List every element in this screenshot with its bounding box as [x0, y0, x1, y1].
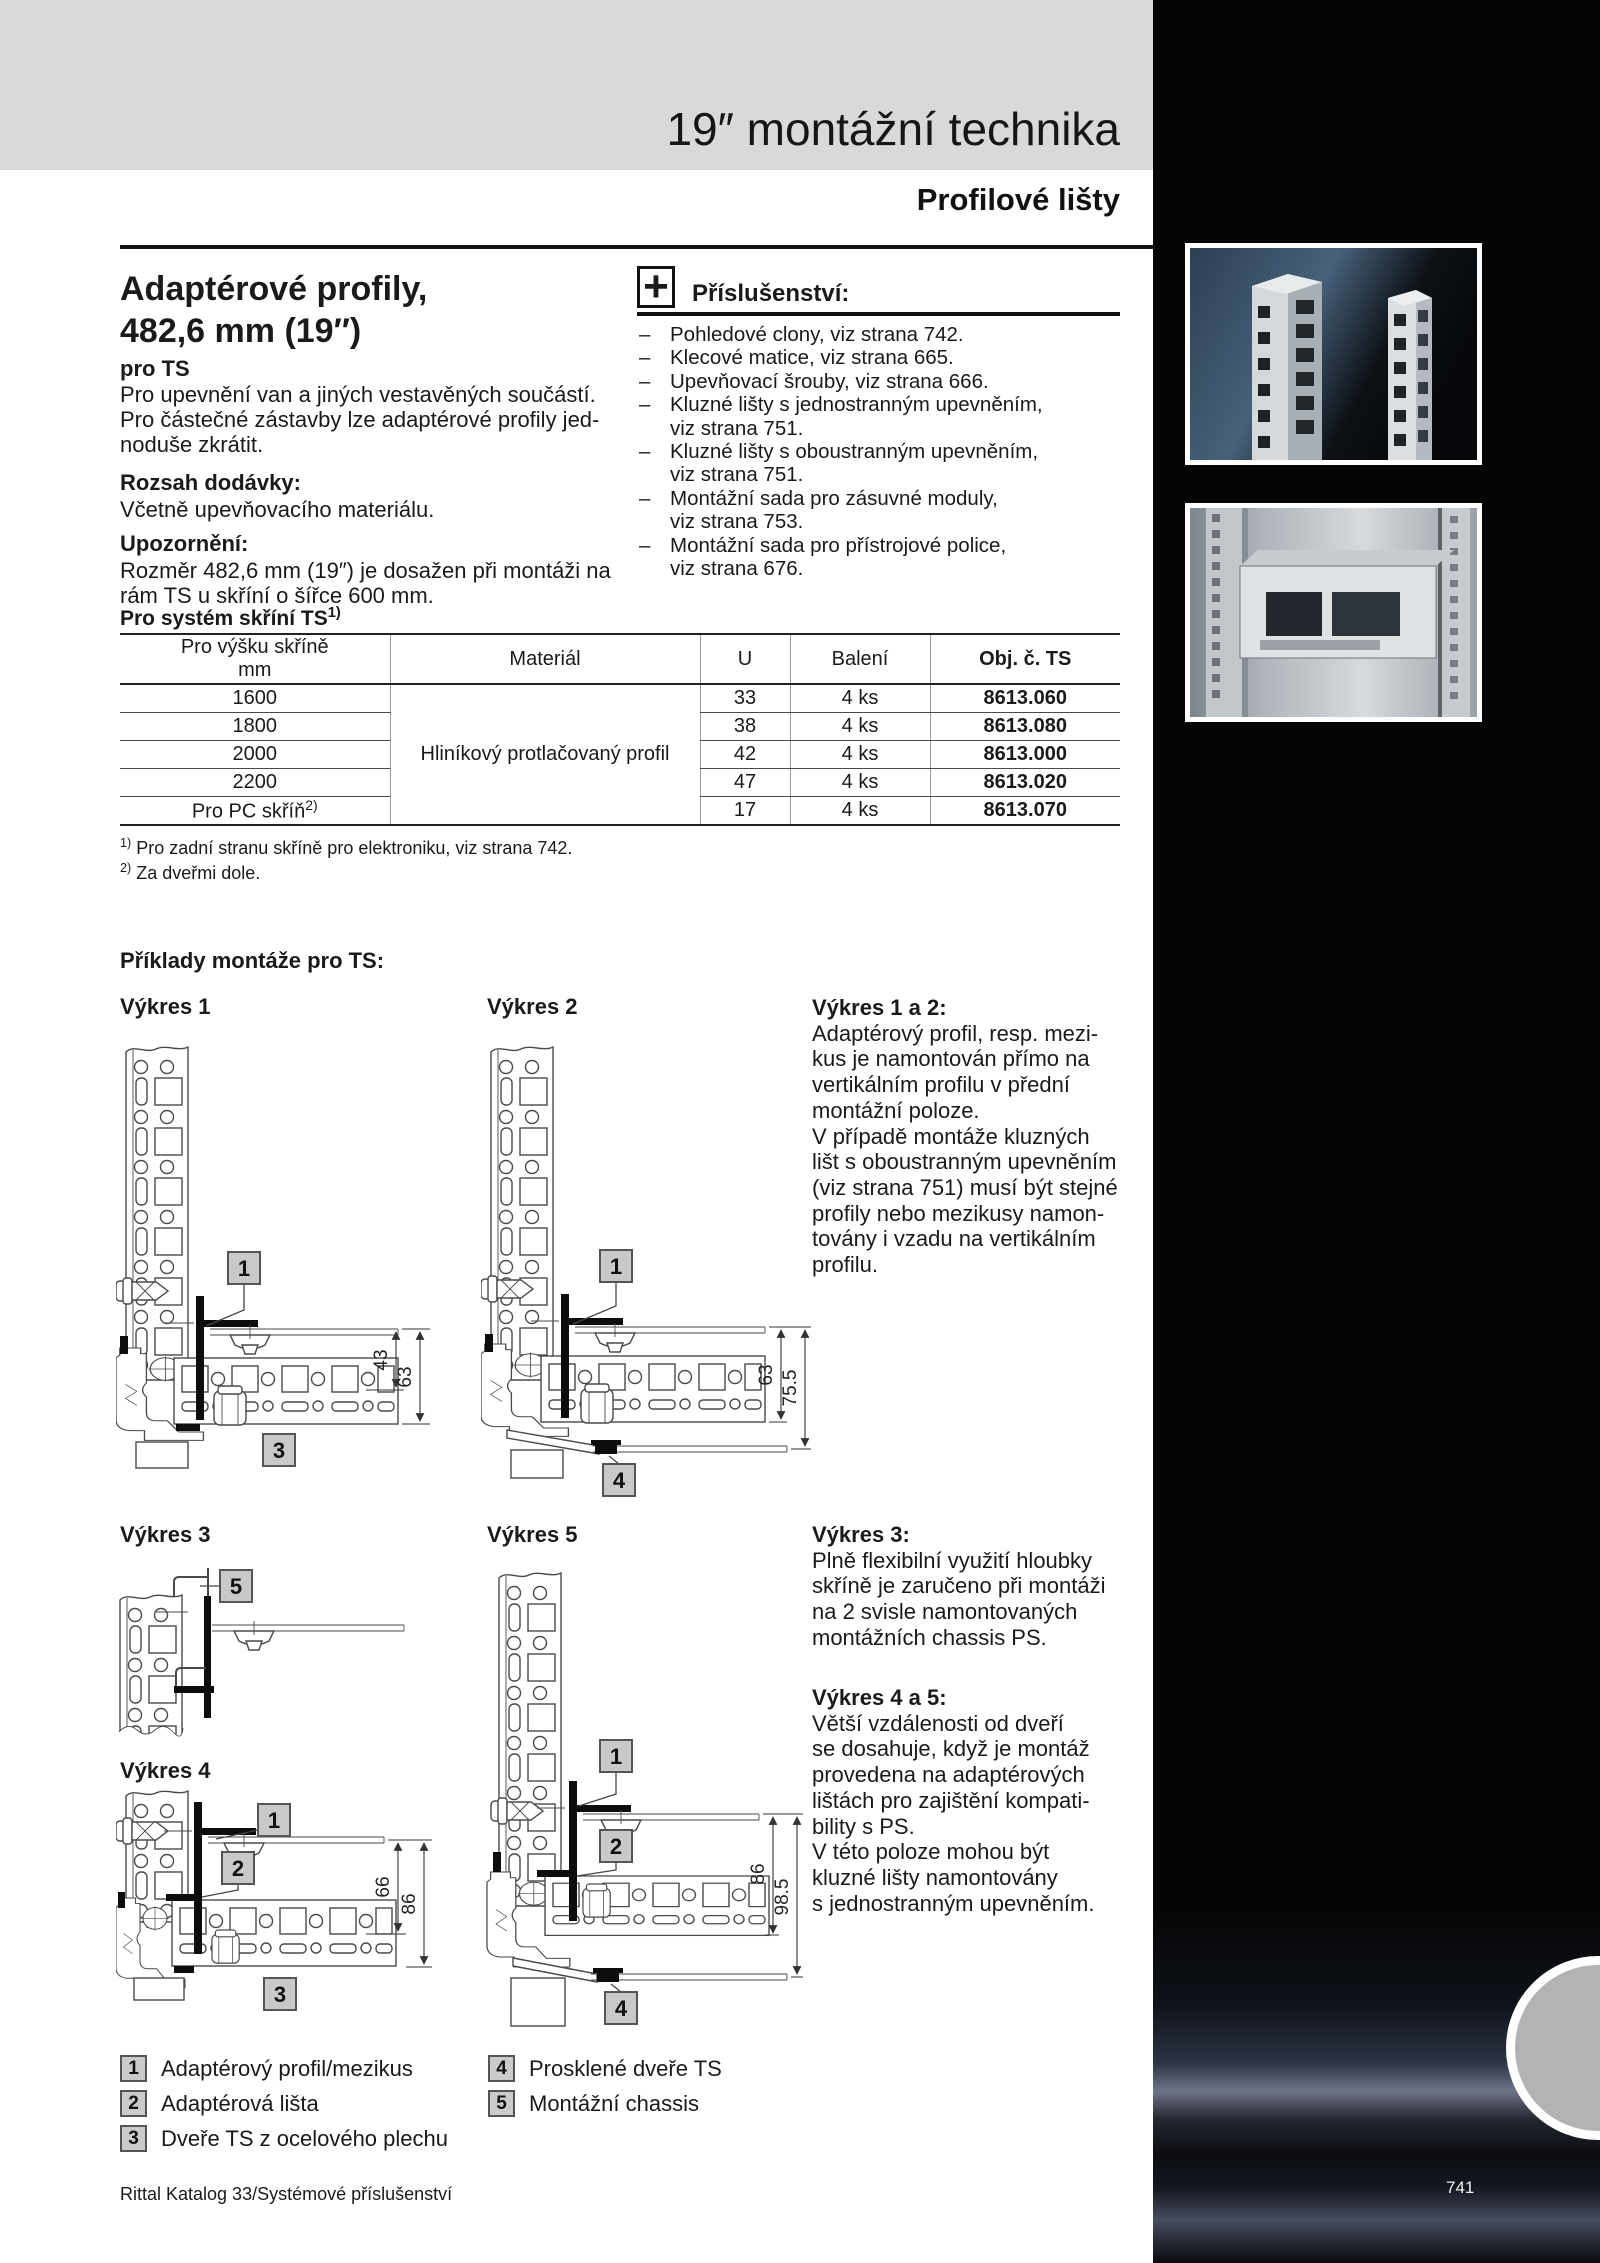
cell-u: 42 [700, 741, 790, 769]
header-rule [120, 245, 1153, 249]
callout-2 [222, 1852, 254, 1884]
adapter-profile-bar [569, 1781, 577, 1921]
list-item [637, 393, 1127, 416]
table-title-sup: 1) [327, 605, 341, 621]
drawing-2-label: Výkres 2 [487, 994, 578, 1019]
callout-3 [263, 1434, 295, 1466]
legend-box-3: 3 [120, 2125, 147, 2152]
footer-catalog-title: Rittal Katalog 33/Systémové příslušenství [120, 2184, 453, 2204]
legend-label: Dveře TS z ocelového plechu [161, 2125, 448, 2151]
col-header-pack: Balení [790, 634, 930, 684]
svg-text:2: 2 [231, 1856, 245, 1881]
adapter-rail-bar [166, 1894, 200, 1901]
drawing-3-label: Výkres 3 [120, 1522, 211, 1547]
dimension-86: 86 [748, 1863, 769, 1885]
legend-label: Adaptérová lišta [161, 2090, 319, 2116]
list-item [637, 487, 1127, 510]
text-line: profily nebo mezikusy namon- [812, 1200, 1105, 1226]
dash-bullet: – [639, 533, 651, 557]
text-line: provedena na adaptérových [812, 1762, 1085, 1788]
cell-height: 1600 [120, 684, 390, 713]
text-line: lišt s oboustranným upevněním [812, 1149, 1117, 1175]
drawing-vykres-3 [116, 1556, 416, 1771]
list-item [637, 440, 1127, 463]
svg-text:4: 4 [614, 1996, 628, 2021]
svg-text:2: 2 [609, 1834, 623, 1859]
cell-orderno: 8613.080 [930, 713, 1120, 741]
text-line: s jednostranným upevněním. [812, 1890, 1095, 1916]
product-description [120, 382, 620, 457]
dimension-75-5: 75.5 [780, 1369, 801, 1407]
callout-5 [220, 1570, 252, 1602]
text-line: lištách pro zajištění kompati- [812, 1787, 1090, 1813]
list-item [637, 370, 1127, 393]
cell-u: 17 [700, 797, 790, 826]
photo-profiles-image [1190, 248, 1477, 460]
svg-text:1: 1 [237, 1256, 251, 1281]
text-line: kus je namontován přímo na [812, 1046, 1090, 1072]
note-block-title: Výkres 3: [812, 1522, 910, 1547]
cell-orderno: 8613.000 [930, 741, 1120, 769]
table-title [120, 605, 341, 631]
order-table [120, 633, 1120, 826]
drawing-5-label: Výkres 5 [487, 1522, 578, 1547]
text-line: montážní poloze. [812, 1097, 980, 1123]
drawing-4-label: Výkres 4 [120, 1758, 211, 1783]
list-item-text: Kluzné lišty s jednostranným upevněním, [670, 393, 1043, 417]
drawing-vykres-4 [116, 1790, 456, 2030]
text-line: (viz strana 751) musí být stejné [812, 1174, 1118, 1200]
svg-text:1: 1 [609, 1744, 623, 1769]
photo-rack-image [1190, 508, 1477, 717]
text-line: montážních chassis PS. [812, 1624, 1047, 1650]
product-photo-profiles [1185, 243, 1482, 465]
footnote-1: $^{1)}$ Pro zadní stranu skříně pro elektroniku, viz strana 742. [120, 836, 573, 858]
dash-bullet: – [639, 323, 651, 346]
scope-title: Rozsah dodávky: [120, 470, 301, 495]
svg-text:3: 3 [273, 1982, 287, 2007]
dimension-66: 66 [373, 1876, 394, 1898]
drawing-vykres-2 [481, 1026, 821, 1506]
text-line: rám TS u skříní o šířce 600 mm. [120, 583, 434, 608]
text-line: profilu. [812, 1252, 879, 1278]
drawing-vykres-5 [481, 1556, 821, 2056]
cell-u: 47 [700, 769, 790, 797]
adapter-profile-bar [204, 1596, 211, 1718]
col-header-material: Materiál [390, 634, 700, 684]
note-text [120, 558, 630, 608]
legend-box-5: 5 [488, 2090, 515, 2117]
accessories-title: Příslušenství: [692, 280, 850, 307]
text-line: vertikálním profilu v přední [812, 1072, 1070, 1098]
list-item-text: Klecové matice, viz strana 665. [670, 346, 954, 370]
page-title: 19″ montážní technika [666, 103, 1120, 155]
product-title-line2: 482,6 mm (19″) [120, 312, 362, 350]
note-title: Upozornění: [120, 531, 249, 556]
text-line: Pro upevnění van a jiných vestavěných součástí. [120, 382, 596, 407]
callout-1 [228, 1252, 260, 1284]
dimension-43: 43 [371, 1349, 392, 1371]
cell-pack: 4 ks [790, 769, 930, 797]
text-line: Rozměr 482,6 mm (19″) je dosažen při montáži na [120, 558, 611, 583]
cell-height: 1800 [120, 713, 390, 741]
chassis-hook-top [174, 1568, 208, 1596]
legend-box-4: 4 [488, 2055, 515, 2082]
cell-height: Pro PC skříň$^{2)}$ [120, 797, 390, 826]
product-photo-rack [1185, 503, 1482, 722]
accessories-list [637, 323, 1127, 580]
callout-1 [600, 1250, 632, 1282]
cell-orderno: 8613.070 [930, 797, 1120, 826]
note-block-title: Výkres 1 a 2: [812, 995, 947, 1020]
dimension-63: 63 [756, 1364, 777, 1386]
list-item-text: Montážní sada pro zásuvné moduly, [670, 486, 998, 510]
cell-u: 38 [700, 713, 790, 741]
callout-1 [600, 1740, 632, 1772]
note-block-drawings-4-5 [812, 1685, 1137, 1916]
footnote-2: $^{2)}$ Za dveřmi dole. [120, 861, 261, 883]
col-header-u: U [700, 634, 790, 684]
text-line: noduše zkrátit. [120, 432, 264, 457]
list-item-continuation: viz strana 751. [670, 463, 804, 487]
text-line: na 2 svisle namontovaných [812, 1599, 1078, 1625]
product-for-system: pro TS [120, 356, 190, 381]
drawing-1-label: Výkres 1 [120, 994, 211, 1019]
page-subtitle: Profilové lišty [916, 182, 1120, 217]
list-item-text: Montážní sada pro přístrojové police, [670, 533, 1007, 557]
legend-label: Adaptérový profil/mezikus [161, 2055, 413, 2081]
legend-item-1 [120, 2055, 413, 2082]
text-line: Větší vzdálenosti od dveří [812, 1710, 1064, 1736]
cell-material: Hliníkový protlačovaný profil [390, 684, 700, 825]
note-block-drawings-1-2 [812, 995, 1137, 1278]
page-number: 741 [1446, 2178, 1475, 2197]
legend-box-1: 1 [120, 2055, 147, 2082]
text-line: Pro částečné zástavby lze adaptérové profily jed- [120, 407, 600, 432]
product-title-line1: Adaptérové profily, [120, 270, 428, 308]
note-block-title: Výkres 4 a 5: [812, 1685, 947, 1710]
glass-door-pane [591, 1974, 787, 1980]
adapter-rail-bar [537, 1870, 571, 1877]
callout-1 [258, 1804, 290, 1836]
list-item [637, 323, 1127, 346]
note-block-drawing-3 [812, 1522, 1137, 1651]
svg-text:4: 4 [612, 1468, 626, 1493]
cell-height: 2000 [120, 741, 390, 769]
cell-pack: 4 ks [790, 797, 930, 826]
list-item-text: Pohledové clony, viz strana 742. [670, 323, 964, 346]
text-line: skříně je zaručeno při montáži [812, 1573, 1106, 1599]
dash-bullet: – [639, 486, 651, 510]
glass-door-pane [593, 1446, 787, 1452]
text-line: bility s PS. [812, 1813, 915, 1839]
text-line: V této poloze mohou být [812, 1839, 1050, 1865]
col-header-orderno: Obj. č. TS [930, 634, 1120, 684]
adapter-profile-bar [196, 1296, 204, 1420]
svg-text:5: 5 [229, 1574, 243, 1599]
table-header-row [120, 634, 1120, 684]
cell-pack: 4 ks [790, 684, 930, 713]
scope-text: Včetně upevňovacího materiálu. [120, 497, 435, 522]
table-row [120, 684, 1120, 713]
list-item-text: Upevňovací šrouby, viz strana 666. [670, 369, 989, 393]
legend-label: Montážní chassis [529, 2090, 699, 2116]
callout-2 [600, 1830, 632, 1862]
dimension-86: 86 [399, 1893, 420, 1915]
cell-orderno: 8613.060 [930, 684, 1120, 713]
list-item-continuation: viz strana 676. [670, 557, 804, 581]
svg-text:1: 1 [609, 1254, 623, 1279]
cell-pack: 4 ks [790, 713, 930, 741]
adapter-profile-bar [194, 1802, 202, 1954]
legend-box-2: 2 [120, 2090, 147, 2117]
list-item [637, 346, 1127, 369]
accessories-rule [637, 312, 1120, 316]
text-line: továny i vzadu na vertikálním [812, 1226, 1096, 1252]
dash-bullet: – [639, 393, 651, 417]
svg-text:3: 3 [272, 1438, 286, 1463]
drawing-vykres-1 [116, 1026, 446, 1478]
cell-orderno: 8613.020 [930, 769, 1120, 797]
text-line: Plně flexibilní využití hloubky [812, 1547, 1093, 1573]
svg-text:1: 1 [267, 1808, 281, 1833]
callout-3 [264, 1978, 296, 2010]
dash-bullet: – [639, 440, 651, 464]
list-item-continuation: viz strana 751. [670, 416, 804, 440]
dash-bullet: – [639, 346, 651, 370]
col-header-height: Pro výšku skříně mm [120, 634, 390, 684]
list-item [637, 534, 1127, 557]
list-item-text: Kluzné lišty s oboustranným upevněním, [670, 440, 1039, 464]
text-line: Adaptérový profil, resp. mezi- [812, 1020, 1099, 1046]
text-line: kluzné lišty namontovány [812, 1864, 1058, 1890]
callout-4 [605, 1992, 637, 2024]
callout-4 [603, 1464, 635, 1496]
adapter-profile-bar [561, 1294, 569, 1418]
legend-label: Prosklené dveře TS [529, 2055, 722, 2081]
cell-height: 2200 [120, 769, 390, 797]
dimension-98-5: 98.5 [772, 1878, 793, 1916]
table-title-text: Pro systém skříní TS [120, 607, 328, 630]
product-title [120, 268, 590, 352]
legend-item-5 [488, 2090, 699, 2117]
text-line: se dosahuje, když je montáž [812, 1736, 1090, 1762]
cell-pack: 4 ks [790, 741, 930, 769]
list-item-continuation: viz strana 753. [670, 510, 804, 534]
dimension-63: 63 [395, 1366, 416, 1388]
text-line: V případě montáže kluzných [812, 1123, 1090, 1149]
examples-title: Příklady montáže pro TS: [120, 948, 385, 973]
accessories-plus-icon: + [637, 266, 675, 308]
cell-u: 33 [700, 684, 790, 713]
legend-item-3 [120, 2125, 448, 2152]
dash-bullet: – [639, 369, 651, 393]
legend-item-4 [488, 2055, 722, 2082]
legend-item-2 [120, 2090, 319, 2117]
